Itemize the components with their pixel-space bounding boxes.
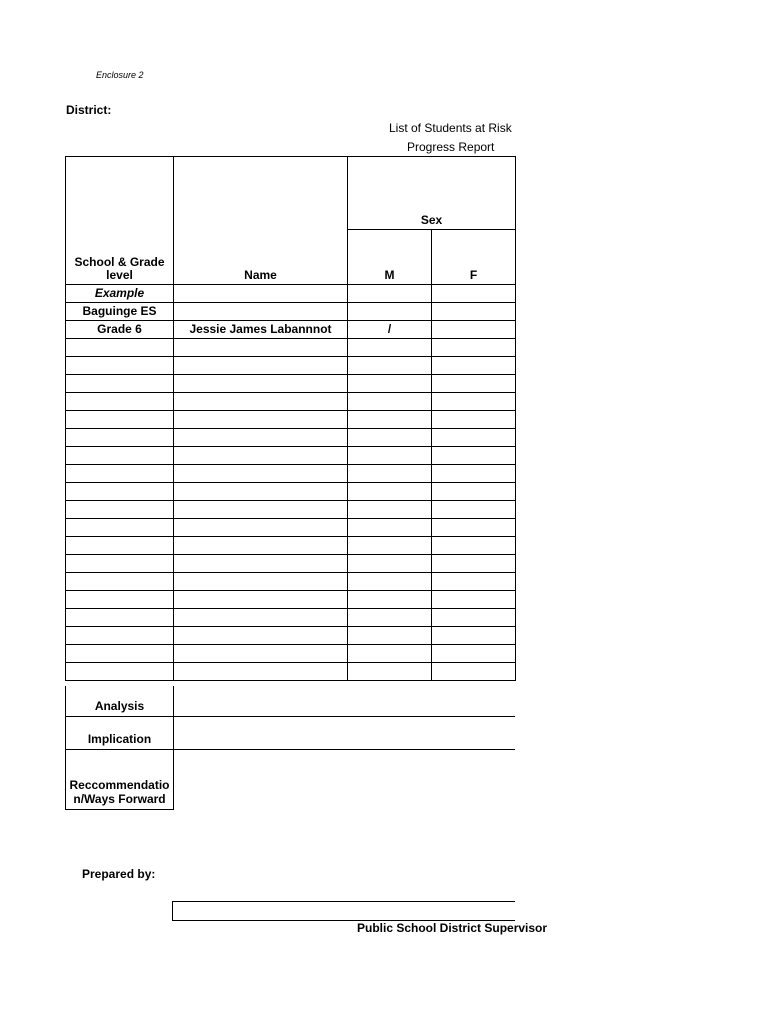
table-row [66, 555, 516, 573]
table-row [66, 339, 516, 357]
table-row [66, 663, 516, 681]
table-cell[interactable] [174, 537, 348, 555]
example-name: Jessie James Labannnot [174, 321, 348, 339]
table-cell[interactable] [66, 663, 174, 681]
table-cell[interactable] [174, 411, 348, 429]
table-cell[interactable] [348, 411, 432, 429]
table-cell[interactable] [432, 411, 516, 429]
table-cell[interactable] [348, 375, 432, 393]
table-cell[interactable] [66, 519, 174, 537]
table-cell[interactable] [432, 501, 516, 519]
table-cell[interactable] [348, 519, 432, 537]
table-row [66, 501, 516, 519]
example-school: Baguinge ES [66, 303, 174, 321]
table-cell[interactable] [348, 339, 432, 357]
example-label: Example [66, 285, 174, 303]
table-cell[interactable] [66, 429, 174, 447]
table-cell[interactable] [174, 465, 348, 483]
table-row [66, 519, 516, 537]
table-cell[interactable] [432, 573, 516, 591]
table-cell[interactable] [66, 627, 174, 645]
table-cell[interactable] [432, 429, 516, 447]
recommendation-field[interactable] [174, 749, 515, 809]
table-cell[interactable] [174, 663, 348, 681]
table-cell[interactable] [348, 591, 432, 609]
table-cell[interactable] [432, 555, 516, 573]
notes-table [65, 686, 515, 810]
table-cell[interactable] [66, 447, 174, 465]
table-row [66, 591, 516, 609]
table-cell[interactable] [432, 591, 516, 609]
implication-label: Implication [66, 716, 174, 749]
table-cell[interactable] [432, 447, 516, 465]
table-cell[interactable] [348, 357, 432, 375]
table-cell[interactable] [66, 357, 174, 375]
table-cell[interactable] [432, 393, 516, 411]
header-sex-f: F [432, 230, 516, 285]
district-label: District: [66, 103, 112, 117]
table-cell[interactable] [66, 537, 174, 555]
table-row [66, 573, 516, 591]
table-row [66, 375, 516, 393]
table-cell[interactable] [348, 627, 432, 645]
table-cell[interactable] [174, 591, 348, 609]
table-cell[interactable] [348, 537, 432, 555]
table-cell[interactable] [432, 285, 516, 303]
table-row [66, 447, 516, 465]
table-row [66, 411, 516, 429]
table-cell[interactable] [432, 645, 516, 663]
table-cell[interactable] [174, 483, 348, 501]
recommendation-label: Reccommendation/Ways Forward [66, 749, 174, 809]
table-cell[interactable] [174, 303, 348, 321]
table-cell[interactable] [66, 375, 174, 393]
table-cell[interactable] [66, 483, 174, 501]
analysis-field[interactable] [174, 686, 515, 716]
table-cell[interactable] [348, 429, 432, 447]
table-cell[interactable] [174, 555, 348, 573]
table-row [66, 537, 516, 555]
table-cell[interactable] [432, 483, 516, 501]
table-cell[interactable] [432, 303, 516, 321]
header-sex-m: M [348, 230, 432, 285]
table-cell[interactable] [432, 519, 516, 537]
table-cell[interactable] [66, 411, 174, 429]
table-cell[interactable] [66, 591, 174, 609]
table-cell[interactable] [66, 393, 174, 411]
table-cell[interactable] [432, 465, 516, 483]
table-cell[interactable] [66, 339, 174, 357]
table-cell[interactable] [348, 483, 432, 501]
table-row [66, 465, 516, 483]
table-cell[interactable] [348, 393, 432, 411]
table-cell[interactable] [174, 357, 348, 375]
table-row [66, 393, 516, 411]
signature-field[interactable] [172, 901, 515, 921]
table-cell[interactable] [174, 501, 348, 519]
signer-title: Public School District Supervisor [357, 921, 548, 935]
table-row [66, 627, 516, 645]
table-cell[interactable] [66, 609, 174, 627]
table-row [66, 429, 516, 447]
table-cell[interactable] [66, 573, 174, 591]
table-cell[interactable] [432, 375, 516, 393]
table-row [66, 483, 516, 501]
header-name: Name [174, 157, 348, 285]
table-cell[interactable] [174, 627, 348, 645]
enclosure-label: Enclosure 2 [96, 70, 144, 80]
table-cell[interactable] [348, 663, 432, 681]
table-cell[interactable] [174, 285, 348, 303]
table-cell[interactable] [348, 645, 432, 663]
table-cell[interactable] [66, 645, 174, 663]
table-cell[interactable] [432, 357, 516, 375]
table-cell[interactable] [174, 609, 348, 627]
table-cell[interactable] [432, 339, 516, 357]
table-cell[interactable] [174, 375, 348, 393]
table-cell[interactable] [66, 465, 174, 483]
table-cell[interactable] [66, 501, 174, 519]
table-cell[interactable] [432, 321, 516, 339]
table-cell[interactable] [174, 519, 348, 537]
table-cell[interactable] [348, 573, 432, 591]
table-cell[interactable] [174, 393, 348, 411]
table-cell[interactable] [348, 501, 432, 519]
example-grade: Grade 6 [66, 321, 174, 339]
table-cell[interactable] [348, 303, 432, 321]
implication-field[interactable] [174, 716, 515, 749]
table-cell[interactable] [66, 555, 174, 573]
table-cell[interactable] [174, 447, 348, 465]
example-sex-m: / [348, 321, 432, 339]
table-cell[interactable] [432, 537, 516, 555]
students-table [65, 156, 516, 681]
table-row [66, 645, 516, 663]
table-cell[interactable] [432, 627, 516, 645]
table-cell[interactable] [174, 429, 348, 447]
report-subtitle: Progress Report [407, 140, 495, 154]
report-title: List of Students at Risk [389, 121, 512, 135]
table-cell[interactable] [348, 555, 432, 573]
table-cell[interactable] [348, 285, 432, 303]
prepared-by-label: Prepared by: [82, 867, 156, 881]
table-cell[interactable] [174, 645, 348, 663]
table-cell[interactable] [348, 465, 432, 483]
table-row [66, 609, 516, 627]
table-cell[interactable] [432, 609, 516, 627]
table-cell[interactable] [432, 663, 516, 681]
table-cell[interactable] [348, 447, 432, 465]
table-cell[interactable] [174, 573, 348, 591]
table-cell[interactable] [348, 609, 432, 627]
header-school-grade: School & Grade level [66, 157, 174, 285]
header-sex: Sex [348, 157, 516, 230]
table-row [66, 357, 516, 375]
analysis-label: Analysis [66, 686, 174, 716]
table-cell[interactable] [174, 339, 348, 357]
